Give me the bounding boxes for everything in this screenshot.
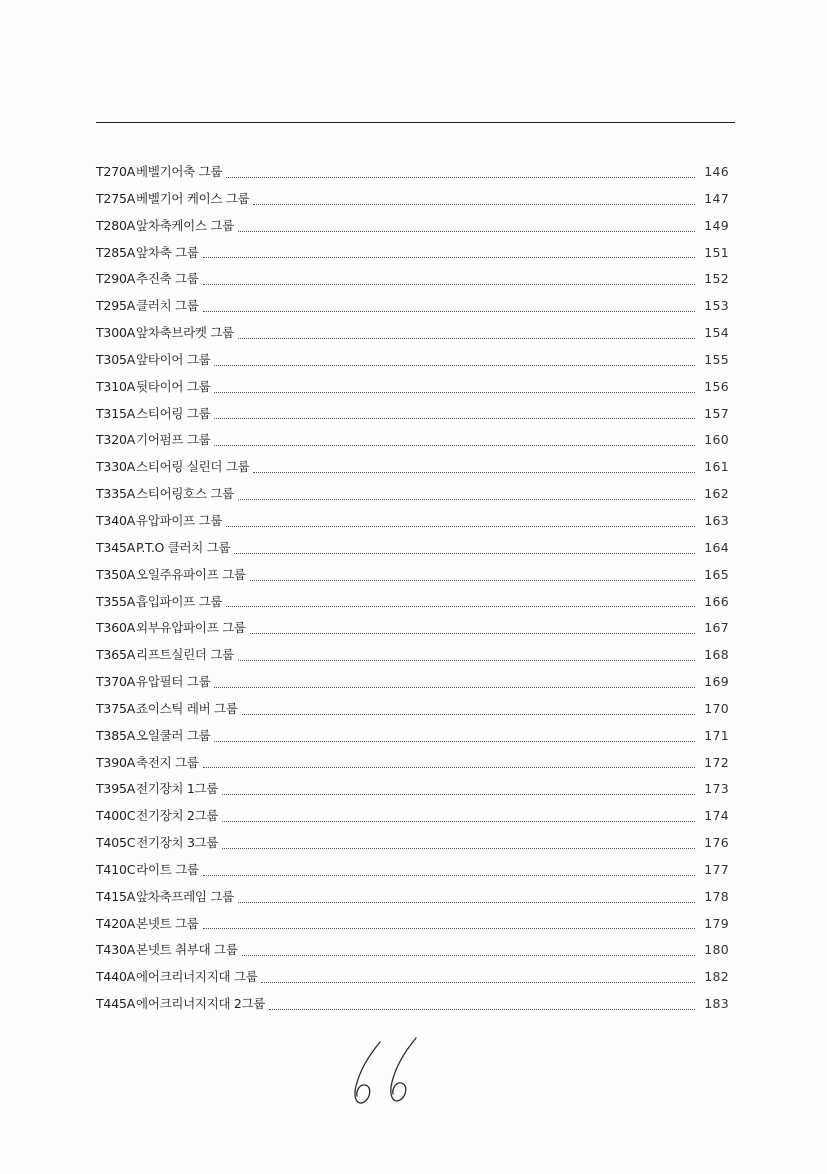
toc-entry-page-number: 147 bbox=[704, 190, 729, 206]
toc-entry bbox=[96, 750, 729, 777]
toc-entry bbox=[96, 159, 729, 186]
dot-leader bbox=[250, 580, 695, 581]
toc-entry-title: P.T.O 클러치 그룹 bbox=[136, 539, 231, 555]
toc-entry bbox=[96, 454, 729, 481]
dot-leader bbox=[222, 821, 695, 822]
toc-entry-page-number: 173 bbox=[704, 781, 729, 797]
dot-leader bbox=[253, 472, 695, 473]
dot-leader bbox=[214, 418, 695, 419]
toc-entry bbox=[96, 320, 729, 347]
toc-entry-title: 전기장치 3그룹 bbox=[136, 835, 219, 851]
toc-entry-code: T320A bbox=[96, 432, 136, 448]
toc-entry-code: T365A bbox=[96, 647, 136, 663]
toc-entry-title: 리프트실린더 그룹 bbox=[136, 647, 234, 663]
toc-entry-page-number: 182 bbox=[704, 969, 729, 985]
toc-entry-code: T370A bbox=[96, 674, 136, 690]
toc-entry-title: 스티어링 그룹 bbox=[136, 405, 211, 421]
dot-leader bbox=[261, 982, 695, 983]
toc-entry-page-number: 161 bbox=[704, 459, 729, 475]
toc-entry-code: T350A bbox=[96, 566, 136, 582]
dot-leader bbox=[203, 928, 695, 929]
dot-leader bbox=[242, 955, 695, 956]
toc-entry-title: 전기장치 2그룹 bbox=[136, 808, 219, 824]
toc-entry-title: 축전지 그룹 bbox=[136, 754, 199, 770]
toc-entry-page-number: 180 bbox=[704, 942, 729, 958]
toc-entry-page-number: 179 bbox=[704, 915, 729, 931]
toc-entry-title: 앞차축 그룹 bbox=[136, 244, 199, 260]
dot-leader bbox=[203, 311, 695, 312]
dot-leader bbox=[214, 687, 695, 688]
dot-leader bbox=[226, 526, 695, 527]
toc-entry bbox=[96, 427, 729, 454]
toc-entry bbox=[96, 213, 729, 240]
toc-entry-code: T345A bbox=[96, 539, 136, 555]
toc-entry-title: 스티어링 실린더 그룹 bbox=[136, 459, 250, 475]
dot-leader bbox=[214, 365, 695, 366]
toc-entry-code: T440A bbox=[96, 969, 136, 985]
toc-entry-title: 죠이스틱 레버 그룹 bbox=[136, 700, 238, 716]
toc-entry-title: 라이트 그룹 bbox=[136, 861, 199, 877]
toc-entry-code: T445A bbox=[96, 996, 136, 1012]
toc-entry bbox=[96, 911, 729, 938]
toc-entry bbox=[96, 589, 729, 616]
toc-entry-page-number: 178 bbox=[704, 888, 729, 904]
dot-leader bbox=[203, 284, 695, 285]
toc-entry-page-number: 168 bbox=[704, 647, 729, 663]
dot-leader bbox=[238, 338, 695, 339]
toc-entry-title: 오일주유파이프 그룹 bbox=[136, 566, 246, 582]
header-rule bbox=[96, 122, 735, 123]
toc-entry-code: T415A bbox=[96, 888, 136, 904]
toc-entry-title: 에어크리너지지대 2그룹 bbox=[136, 996, 266, 1012]
toc-entry bbox=[96, 240, 729, 267]
toc-entry-code: T315A bbox=[96, 405, 136, 421]
toc-entry-page-number: 174 bbox=[704, 808, 729, 824]
toc-entry bbox=[96, 401, 729, 428]
toc-entry-code: T400C bbox=[96, 808, 136, 824]
toc-entry-title: 외부유압파이프 그룹 bbox=[136, 620, 246, 636]
toc-entry-page-number: 151 bbox=[704, 244, 729, 260]
dot-leader bbox=[226, 177, 695, 178]
toc-entry bbox=[96, 696, 729, 723]
toc-entry-title: 유압파이프 그룹 bbox=[136, 512, 223, 528]
dot-leader bbox=[238, 499, 695, 500]
dot-leader bbox=[203, 875, 695, 876]
toc-entry-title: 스티어링호스 그룹 bbox=[136, 486, 234, 502]
toc-entry bbox=[96, 803, 729, 830]
toc-entry-title: 에어크리너지지대 그룹 bbox=[136, 969, 258, 985]
dot-leader bbox=[226, 606, 695, 607]
toc-entry-page-number: 177 bbox=[704, 861, 729, 877]
toc-entry-page-number: 171 bbox=[704, 727, 729, 743]
toc-entry-title: 클러치 그룹 bbox=[136, 298, 199, 314]
toc-entry-page-number: 169 bbox=[704, 674, 729, 690]
toc-entry-title: 뒷타이어 그룹 bbox=[136, 378, 211, 394]
toc-entry-code: T340A bbox=[96, 512, 136, 528]
toc-entry-code: T360A bbox=[96, 620, 136, 636]
dot-leader bbox=[238, 231, 695, 232]
dot-leader bbox=[214, 741, 695, 742]
toc-entry bbox=[96, 374, 729, 401]
toc-entry-title: 본넷트 취부대 그룹 bbox=[136, 942, 238, 958]
toc-entry-page-number: 153 bbox=[704, 298, 729, 314]
toc-entry-code: T420A bbox=[96, 915, 136, 931]
toc-entry-code: T305A bbox=[96, 351, 136, 367]
toc-entry bbox=[96, 481, 729, 508]
toc-entry-title: 베벨기어축 그룹 bbox=[136, 164, 223, 179]
toc-entry-page-number: 164 bbox=[704, 539, 729, 555]
toc-entry bbox=[96, 669, 729, 696]
toc-entry-code: T285A bbox=[96, 244, 136, 260]
toc-entry-code: T275A bbox=[96, 190, 136, 206]
toc-entry-page-number: 172 bbox=[704, 754, 729, 770]
toc-entry-page-number: 170 bbox=[704, 700, 729, 716]
dot-leader bbox=[269, 1009, 695, 1010]
toc-entry-code: T405C bbox=[96, 835, 136, 851]
toc-entry bbox=[96, 991, 729, 1018]
toc-entry-code: T390A bbox=[96, 754, 136, 770]
dot-leader bbox=[242, 714, 695, 715]
toc-entry-code: T430A bbox=[96, 942, 136, 958]
toc-entry-page-number: 156 bbox=[704, 378, 729, 394]
toc-entry bbox=[96, 884, 729, 911]
toc-entry-code: T395A bbox=[96, 781, 136, 797]
toc-entry-title: 전기장치 1그룹 bbox=[136, 781, 219, 797]
toc-entry-title: 유압필터 그룹 bbox=[136, 674, 211, 690]
table-of-contents bbox=[96, 159, 729, 1018]
dot-leader bbox=[222, 794, 695, 795]
dot-leader bbox=[203, 257, 695, 258]
toc-entry-page-number: 160 bbox=[704, 432, 729, 448]
toc-entry bbox=[96, 562, 729, 589]
toc-entry-code: T280A bbox=[96, 217, 136, 233]
toc-entry-title: 기어펌프 그룹 bbox=[136, 432, 211, 448]
dot-leader bbox=[214, 392, 695, 393]
toc-entry-page-number: 162 bbox=[704, 486, 729, 502]
toc-entry-code: T295A bbox=[96, 298, 136, 314]
toc-entry-code: T335A bbox=[96, 486, 136, 502]
dot-leader bbox=[203, 767, 695, 768]
toc-entry bbox=[96, 266, 729, 293]
toc-entry-page-number: 165 bbox=[704, 566, 729, 582]
toc-entry bbox=[96, 964, 729, 991]
toc-entry-title: 앞차축케이스 그룹 bbox=[136, 217, 234, 233]
toc-entry bbox=[96, 535, 729, 562]
toc-entry-code: T375A bbox=[96, 700, 136, 716]
dot-leader bbox=[238, 902, 695, 903]
toc-entry-page-number: 176 bbox=[704, 835, 729, 851]
toc-entry-page-number: 152 bbox=[704, 271, 729, 287]
toc-entry bbox=[96, 347, 729, 374]
toc-entry-title: 추진축 그룹 bbox=[136, 271, 199, 287]
toc-entry-title: 앞차축프레임 그룹 bbox=[136, 888, 234, 904]
toc-entry-page-number: 157 bbox=[704, 405, 729, 421]
toc-entry-title: 앞타이어 그룹 bbox=[136, 351, 211, 367]
toc-entry bbox=[96, 615, 729, 642]
toc-entry-page-number: 167 bbox=[704, 620, 729, 636]
toc-entry-title: 베벨기어 케이스 그룹 bbox=[136, 190, 250, 206]
toc-entry-page-number: 155 bbox=[704, 351, 729, 367]
dot-leader bbox=[214, 445, 695, 446]
toc-entry bbox=[96, 776, 729, 803]
toc-entry-page-number: 163 bbox=[704, 512, 729, 528]
handwritten-page-number bbox=[340, 1036, 430, 1110]
toc-entry bbox=[96, 508, 729, 535]
dot-leader bbox=[253, 204, 695, 205]
toc-entry bbox=[96, 830, 729, 857]
toc-entry-page-number: 146 bbox=[704, 164, 729, 179]
dot-leader bbox=[234, 553, 695, 554]
toc-entry-code: T300A bbox=[96, 325, 136, 341]
toc-entry bbox=[96, 642, 729, 669]
toc-entry-code: T290A bbox=[96, 271, 136, 287]
dot-leader bbox=[250, 633, 695, 634]
toc-entry-page-number: 149 bbox=[704, 217, 729, 233]
toc-entry-title: 오일쿨러 그룹 bbox=[136, 727, 211, 743]
toc-entry-code: T410C bbox=[96, 861, 136, 877]
toc-entry-page-number: 166 bbox=[704, 593, 729, 609]
toc-entry-code: T310A bbox=[96, 378, 136, 394]
toc-entry-page-number: 183 bbox=[704, 996, 729, 1012]
toc-entry bbox=[96, 293, 729, 320]
toc-entry-title: 본넷트 그룹 bbox=[136, 915, 199, 931]
toc-entry bbox=[96, 937, 729, 964]
toc-entry-code: T385A bbox=[96, 727, 136, 743]
toc-entry bbox=[96, 723, 729, 750]
toc-entry-code: T355A bbox=[96, 593, 136, 609]
toc-entry-title: 앞차축브라켓 그룹 bbox=[136, 325, 234, 341]
toc-entry-code: T270A bbox=[96, 164, 136, 179]
toc-entry bbox=[96, 857, 729, 884]
toc-entry-page-number: 154 bbox=[704, 325, 729, 341]
toc-entry-code: T330A bbox=[96, 459, 136, 475]
dot-leader bbox=[222, 848, 695, 849]
toc-entry bbox=[96, 186, 729, 213]
toc-entry-title: 흡입파이프 그룹 bbox=[136, 593, 223, 609]
dot-leader bbox=[238, 660, 695, 661]
